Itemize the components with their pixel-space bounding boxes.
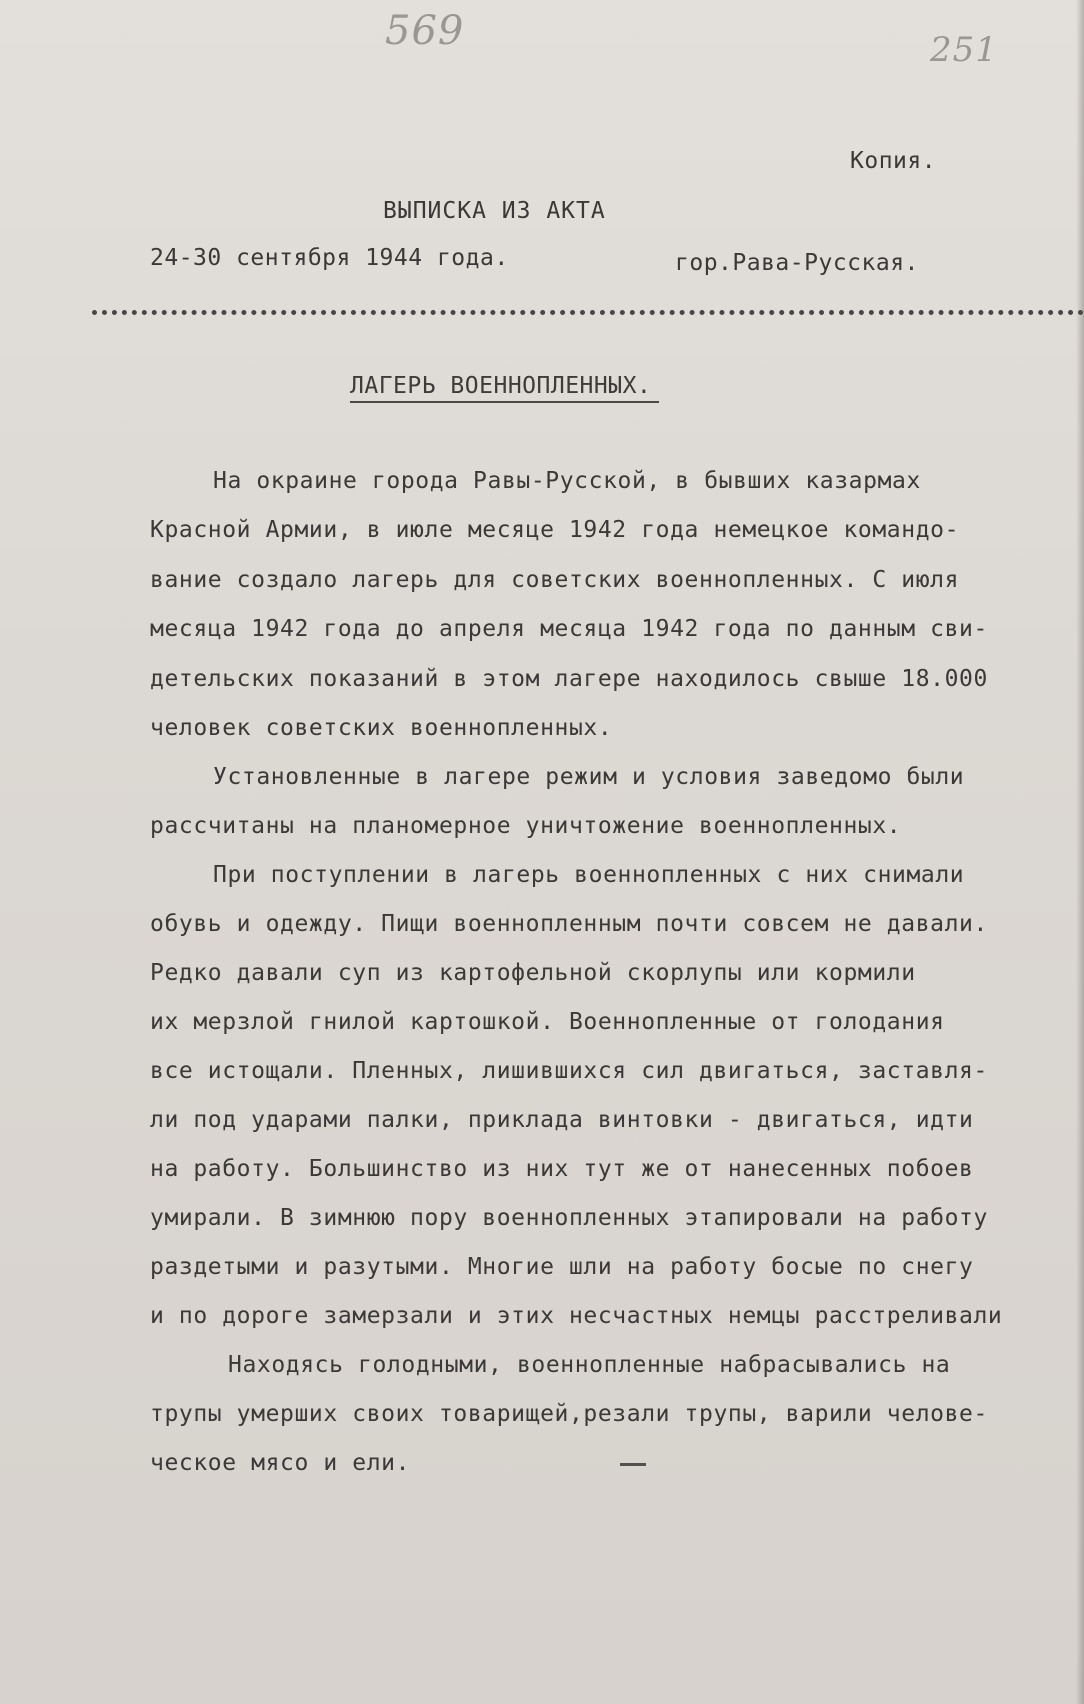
body-line: детельских показаний в этом лагере находилось свыше 18.000 xyxy=(150,666,988,692)
body-line: Редко давали суп из картофельной скорлупы или кормили xyxy=(150,960,916,986)
body-line: все истощали. Пленных, лишившихся сил двигаться, заставля- xyxy=(150,1058,988,1084)
handwritten-archive-number: 569 xyxy=(385,8,465,54)
body-line: На окраине города Равы-Русской, в бывших казармах xyxy=(213,468,921,494)
body-line: Установленные в лагере режим и условия заведомо были xyxy=(213,764,965,790)
body-line: месяца 1942 года до апреля месяца 1942 года по данным сви- xyxy=(150,616,988,642)
copy-mark: Копия. xyxy=(850,148,937,174)
dotted-separator xyxy=(92,310,1084,315)
section-heading: ЛАГЕРЬ ВОЕННОПЛЕННЫХ. xyxy=(350,373,659,403)
body-line: Находясь голодными, военнопленные набрасывались на xyxy=(228,1352,951,1378)
body-line: раздетыми и разутыми. Многие шли на работу босые по снегу xyxy=(150,1254,974,1280)
body-line: рассчитаны на планомерное уничтожение военнопленных. xyxy=(150,813,902,839)
document-place: гор.Рава-Русская. xyxy=(675,250,919,276)
body-line: При поступлении в лагерь военнопленных с них снимали xyxy=(213,862,965,888)
document-title: ВЫПИСКА ИЗ АКТА xyxy=(383,198,606,224)
body-line: их мерзлой гнилой картошкой. Военнопленные от голодания xyxy=(150,1009,945,1035)
body-line: на работу. Большинство из них тут же от нанесенных побоев xyxy=(150,1156,974,1182)
body-line: вание создало лагерь для советских военнопленных. С июля xyxy=(150,567,960,593)
body-line: и по дороге замерзали и этих несчастных немцы расстреливали xyxy=(150,1303,1003,1329)
body-line: Красной Армии, в июле месяце 1942 года немецкое командо- xyxy=(150,517,960,543)
body-line: ческое мясо и ели. xyxy=(150,1450,411,1476)
body-line: ли под ударами палки, приклада винтовки - двигаться, идти xyxy=(150,1107,974,1133)
body-line: человек советских военнопленных. xyxy=(150,715,613,741)
stray-dash-mark xyxy=(620,1463,646,1466)
body-line: умирали. В зимнюю пору военнопленных этапировали на работу xyxy=(150,1205,988,1231)
handwritten-page-number: 251 xyxy=(930,30,998,70)
body-line: обувь и одежду. Пищи военнопленным почти совсем не давали. xyxy=(150,911,988,937)
body-line: трупы умерших своих товарищей,резали трупы, варили челове- xyxy=(150,1401,988,1427)
page-edge-shadow xyxy=(1076,0,1084,1704)
document-date: 24-30 сентября 1944 года. xyxy=(150,245,509,271)
